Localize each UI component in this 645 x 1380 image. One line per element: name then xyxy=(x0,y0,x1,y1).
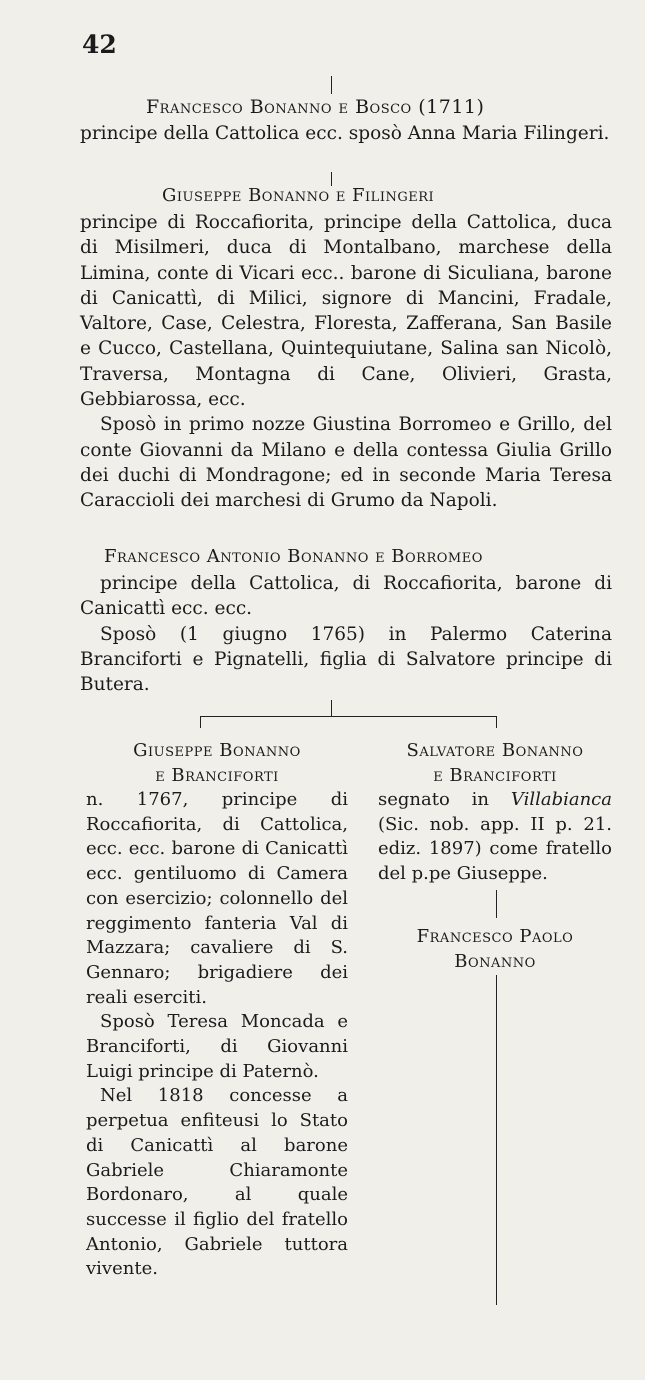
marriage-paragraph: Sposò Teresa Moncada e Branciforti, di Giovanni Luigi principe di Paternò. xyxy=(86,1011,348,1082)
titles-paragraph: principe della Cattolica, di Roccafiorita, barone di Canicattì ecc. ecc. xyxy=(80,573,612,620)
column-heading: Salvatore Bonanno e Branciforti xyxy=(406,740,584,786)
salvatore-text: segnato in Villabianca (Sic. nob. app. II p. 21. ediz. 1897) come fratello del p.pe Giuseppe. xyxy=(378,789,612,885)
lineage-connector xyxy=(496,716,497,728)
marriage-paragraph: Sposò in primo nozze Giustina Borromeo e Grillo, del conte Giovanni da Milano e della contessa Giulia Grillo dei duchi di Mondragone; ed in seconde Maria Teresa Caraccioli dei marchesi di Grumo da Napoli. xyxy=(80,414,612,512)
column-heading: Francesco Paolo Bonanno xyxy=(416,926,574,972)
entry-text-giuseppe-filingeri xyxy=(80,210,612,514)
lineage-connector xyxy=(331,76,332,94)
bio-paragraph: n. 1767, principe di Roccafiorita, di Cattolica, ecc. ecc. barone di Canicattì ecc. gentiluomo di Camera con esercizio; colonnello del reggimento fanteria Val di Mazzara; cavaliere di S. Gennaro; brigadiere dei reali eserciti. xyxy=(86,789,348,1008)
right-column-salvatore xyxy=(378,738,612,887)
entry-heading-francesco-antonio: Francesco Antonio Bonanno e Borromeo xyxy=(104,546,483,567)
titles-paragraph: principe di Roccafiorita, principe della Cattolica, duca di Misilmeri, duca di Montalbano, marchese della Limina, conte di Vicari ecc.. barone di Siculiana, barone di Canicattì, di Milici, signore di Mancini, Fradale, Valtore, Case, Celestra, Floresta, Zafferana, San Basile e Cucco, Castellana, Quintequiutane, Salina san Nicolò, Traversa, Montagna di Cane, Olivieri, Grasta, Gebbiarossa, ecc. xyxy=(80,212,612,411)
child-francesco-paolo xyxy=(378,924,612,974)
lineage-connector xyxy=(331,700,332,716)
branch-line xyxy=(200,716,496,717)
marriage-paragraph: Sposò (1 giugno 1765) in Palermo Caterina Branciforti e Pignatelli, figlia di Salvatore principe di Butera. xyxy=(80,623,612,696)
entry-heading-francesco-1711: Francesco Bonanno e Bosco (1711) xyxy=(146,96,485,118)
entry-text-francesco-1711: principe della Cattolica ecc. sposò Anna Maria Filingeri. xyxy=(80,123,610,144)
lineage-connector xyxy=(496,890,497,918)
page-number: 42 xyxy=(82,30,117,59)
entry-text-francesco-antonio xyxy=(80,571,612,697)
note-paragraph: Nel 1818 concesse a perpetua enfiteusi lo Stato di Canicattì al barone Gabriele Chiaramonte Bordonaro, al quale successe il figlio del fratello Antonio, Gabriele tuttora vivente. xyxy=(86,1085,348,1280)
left-column-giuseppe-branciforti xyxy=(86,738,348,1282)
descent-line xyxy=(496,975,497,1305)
lineage-connector xyxy=(200,716,201,728)
lineage-connector xyxy=(331,172,332,186)
entry-heading-giuseppe-filingeri: Giuseppe Bonanno e Filingeri xyxy=(162,185,435,206)
column-heading: Giuseppe Bonanno e Branciforti xyxy=(133,740,301,786)
